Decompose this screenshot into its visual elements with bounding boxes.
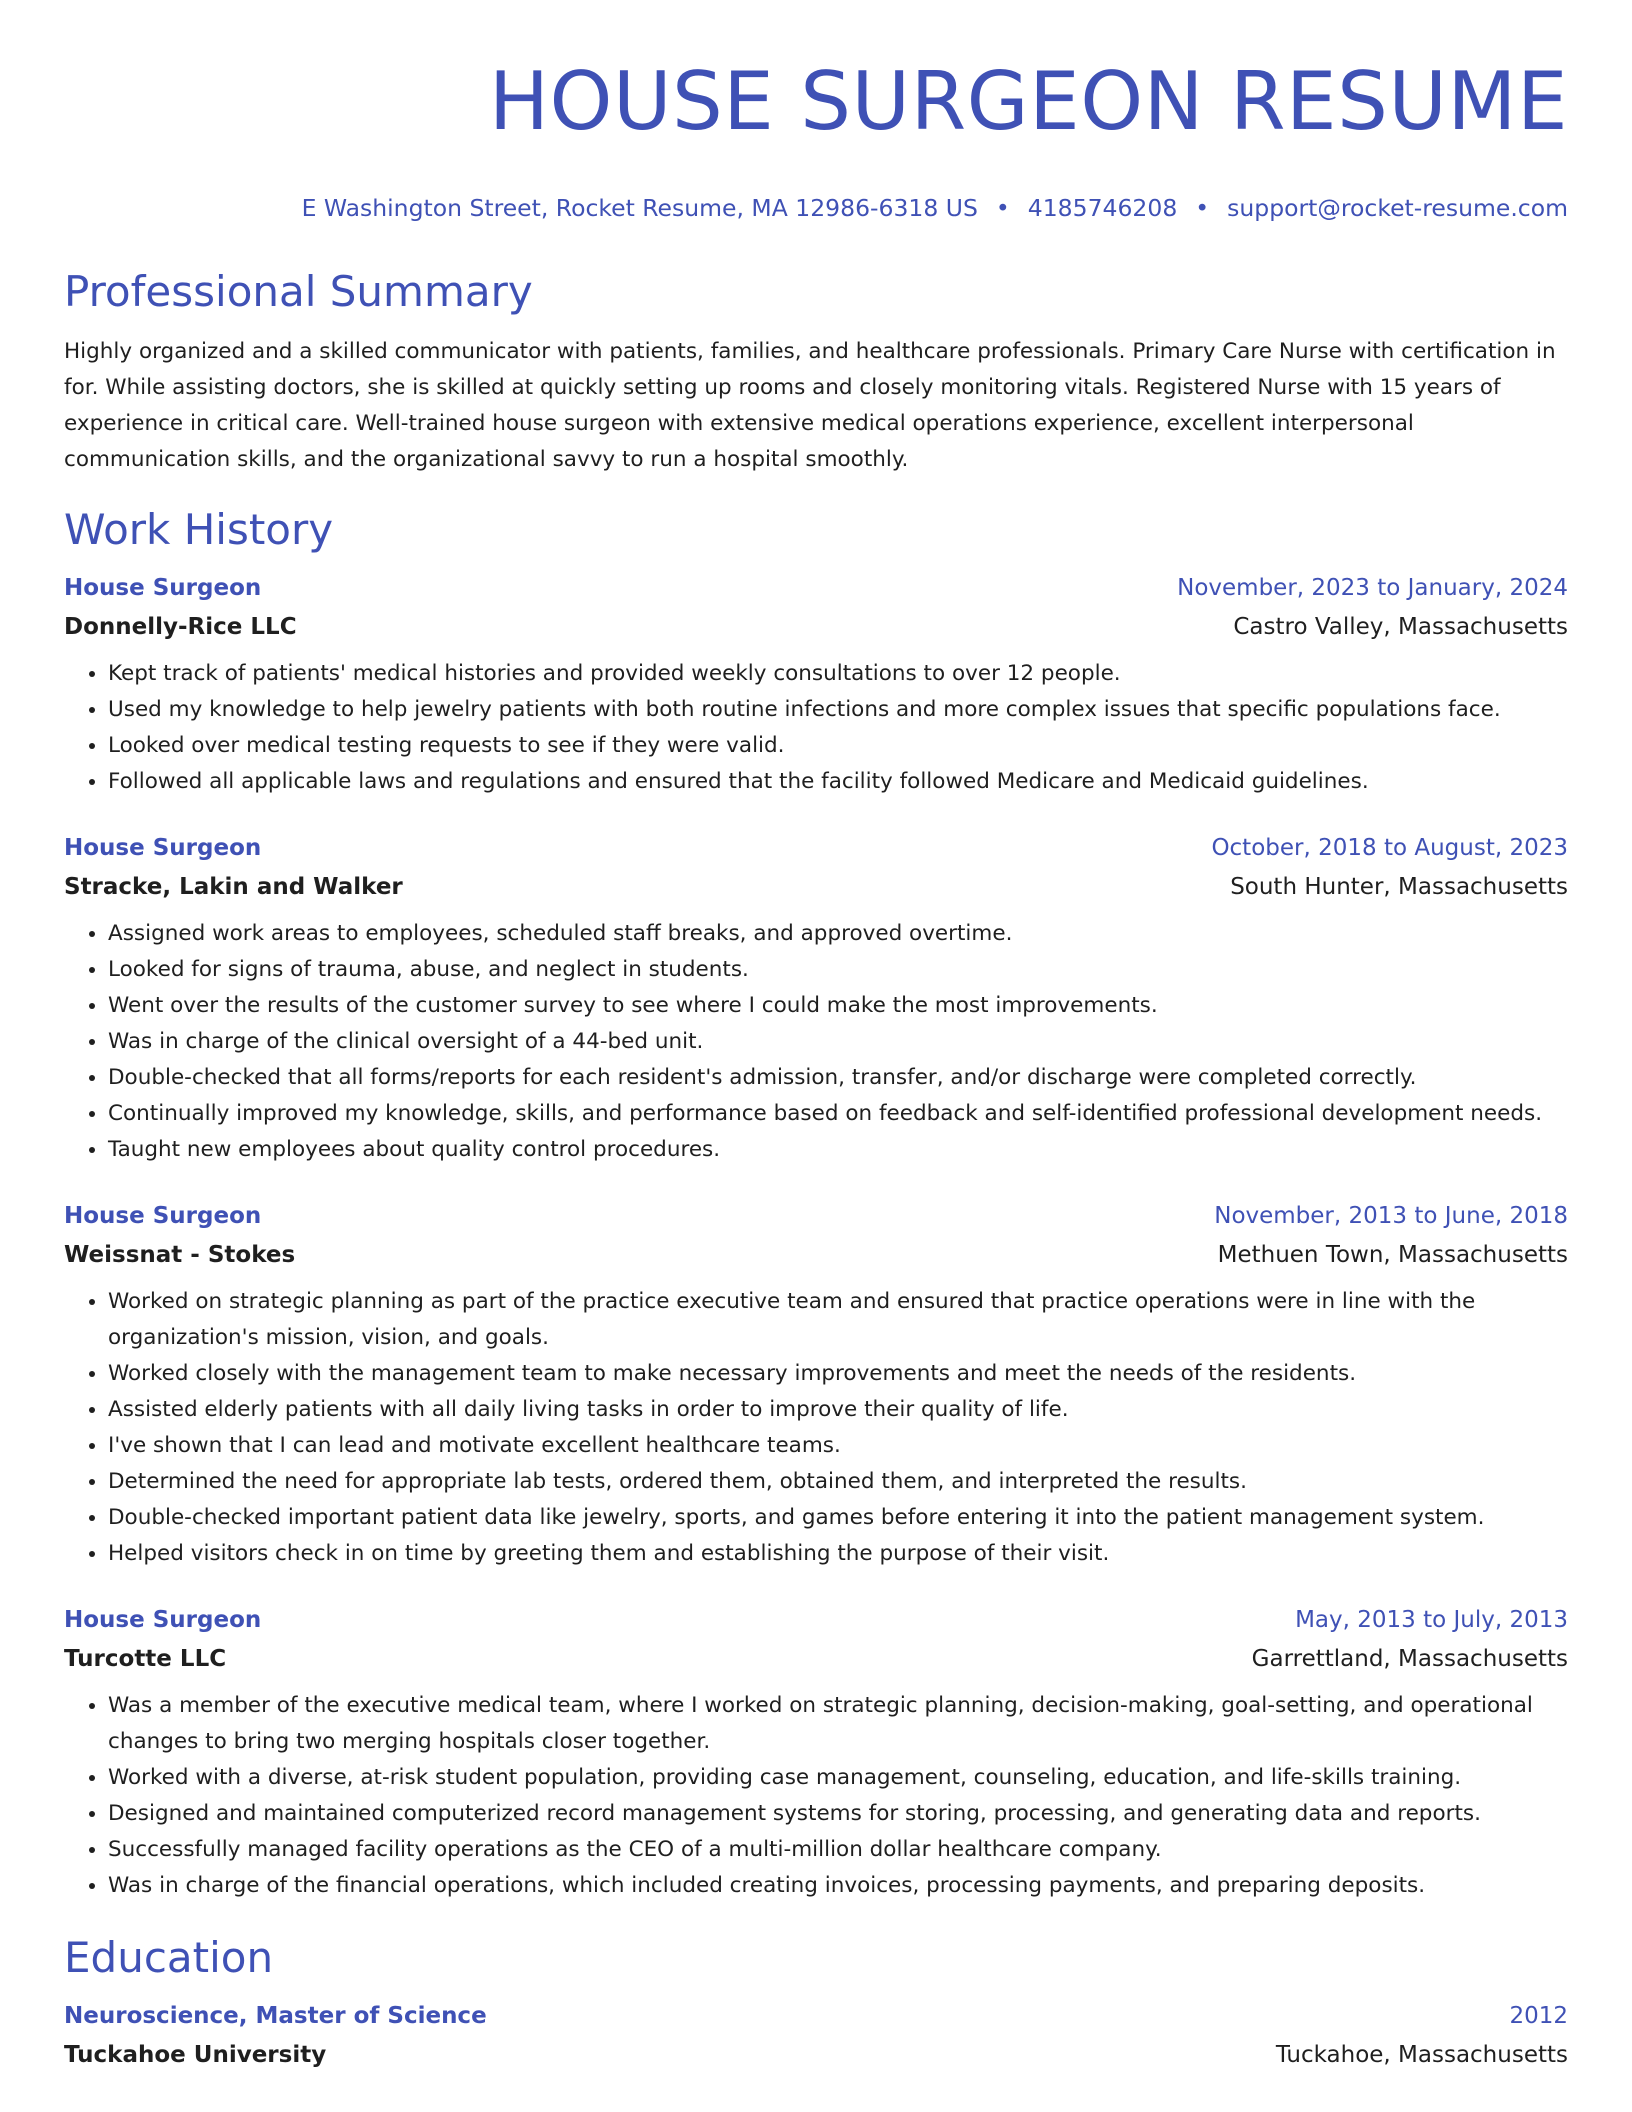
job-entry [64, 568, 1568, 800]
job-title-row [64, 1600, 1568, 1640]
job-bullet: • Taught new employees about quality control procedures. [108, 1132, 1568, 1168]
contact-separator: • [1195, 194, 1210, 222]
job-bullet: • Successfully managed facility operations as the CEO of a multi-million dollar healthcare company. [108, 1832, 1568, 1868]
job-company: Turcotte LLC [64, 1646, 227, 1672]
job-bullet: • Designed and maintained computerized record management systems for storing, processing, and generating data and reports. [108, 1796, 1568, 1832]
job-bullet: • Went over the results of the customer survey to see where I could make the most improvements. [108, 988, 1568, 1024]
summary-heading: Professional Summary [64, 267, 533, 316]
education-school: Tuckahoe University [64, 2042, 327, 2068]
education-year: 2012 [1509, 2003, 1568, 2029]
contact-address: E Washington Street, Rocket Resume, MA 12986-6318 US [301, 194, 978, 222]
job-title-row [64, 568, 1568, 608]
education-degree-row [64, 1996, 1568, 2036]
job-entry [64, 828, 1568, 1168]
job-bullet-list [64, 656, 1568, 800]
job-bullet: • Double-checked that all forms/reports for each resident's admission, transfer, and/or discharge were completed correctly. [108, 1060, 1568, 1096]
job-bullet: • Assisted elderly patients with all daily living tasks in order to improve their quality of life. [108, 1392, 1568, 1428]
job-bullet: • Followed all applicable laws and regulations and ensured that the facility followed Medicare and Medicaid guidelines. [108, 764, 1568, 800]
job-company: Weissnat - Stokes [64, 1242, 296, 1268]
job-bullet-list [64, 1284, 1568, 1572]
work-history-list [64, 568, 1568, 1904]
job-title-row [64, 828, 1568, 868]
job-location: Castro Valley, Massachusetts [1233, 614, 1568, 640]
job-title: House Surgeon [64, 1607, 262, 1633]
job-bullet: • Assigned work areas to employees, scheduled staff breaks, and approved overtime. [108, 916, 1568, 952]
job-company-row [64, 1236, 1568, 1274]
job-bullet: • Was in charge of the clinical oversight of a 44-bed unit. [108, 1024, 1568, 1060]
education-entry [64, 1996, 1568, 2074]
job-bullet: • Was a member of the executive medical team, where I worked on strategic planning, decision-making, goal-setting, and operational changes to bring two merging hospitals closer together. [108, 1688, 1568, 1760]
job-bullet: • I've shown that I can lead and motivate excellent healthcare teams. [108, 1428, 1568, 1464]
job-entry [64, 1600, 1568, 1904]
job-dates: May, 2013 to July, 2013 [1295, 1607, 1568, 1633]
job-title-row [64, 1196, 1568, 1236]
job-bullet: • Looked for signs of trauma, abuse, and neglect in students. [108, 952, 1568, 988]
resume-title: HOUSE SURGEON RESUME [488, 55, 1568, 148]
contact-phone: 4185746208 [1027, 194, 1178, 222]
job-company-row [64, 868, 1568, 906]
job-bullet: • Continually improved my knowledge, skills, and performance based on feedback and self-identified professional development needs. [108, 1096, 1568, 1132]
education-list [64, 1996, 1568, 2074]
education-location: Tuckahoe, Massachusetts [1275, 2042, 1568, 2068]
job-company: Stracke, Lakin and Walker [64, 874, 403, 900]
job-location: South Hunter, Massachusetts [1230, 874, 1568, 900]
job-location: Methuen Town, Massachusetts [1217, 1242, 1568, 1268]
job-bullet-list [64, 916, 1568, 1168]
job-bullet: • Used my knowledge to help jewelry patients with both routine infections and more complex issues that specific populations face. [108, 692, 1568, 728]
job-dates: October, 2018 to August, 2023 [1211, 835, 1568, 861]
job-bullet: • Kept track of patients' medical histories and provided weekly consultations to over 12 people. [108, 656, 1568, 692]
job-bullet: • Worked closely with the management team to make necessary improvements and meet the needs of the residents. [108, 1356, 1568, 1392]
job-company-row [64, 608, 1568, 646]
job-company: Donnelly-Rice LLC [64, 614, 297, 640]
education-school-row [64, 2036, 1568, 2074]
job-bullet: • Determined the need for appropriate lab tests, ordered them, obtained them, and interpreted the results. [108, 1464, 1568, 1500]
contact-separator: • [995, 194, 1010, 222]
job-dates: November, 2013 to June, 2018 [1214, 1203, 1568, 1229]
job-title: House Surgeon [64, 1203, 262, 1229]
resume-page [64, 0, 1568, 2074]
job-bullet-list [64, 1688, 1568, 1904]
job-bullet: • Helped visitors check in on time by greeting them and establishing the purpose of their visit. [108, 1536, 1568, 1572]
job-title: House Surgeon [64, 835, 262, 861]
job-bullet: • Worked with a diverse, at-risk student population, providing case management, counseling, education, and life-skills training. [108, 1760, 1568, 1796]
contact-line [64, 192, 1568, 224]
job-location: Garrettland, Massachusetts [1251, 1646, 1568, 1672]
job-bullet: • Double-checked important patient data like jewelry, sports, and games before entering it into the patient management system. [108, 1500, 1568, 1536]
job-dates: November, 2023 to January, 2024 [1177, 575, 1568, 601]
education-degree: Neuroscience, Master of Science [64, 2003, 487, 2029]
job-entry [64, 1196, 1568, 1572]
contact-email: support@rocket-resume.com [1227, 194, 1568, 222]
education-heading: Education [64, 1933, 274, 1982]
job-bullet: • Looked over medical testing requests to see if they were valid. [108, 728, 1568, 764]
job-title: House Surgeon [64, 575, 262, 601]
job-bullet: • Was in charge of the financial operations, which included creating invoices, processing payments, and preparing deposits. [108, 1868, 1568, 1904]
job-bullet: • Worked on strategic planning as part of the practice executive team and ensured that practice operations were in line with the organization's mission, vision, and goals. [108, 1284, 1568, 1356]
job-company-row [64, 1640, 1568, 1678]
summary-text: Highly organized and a skilled communicator with patients, families, and healthcare professionals. Primary Care Nurse with certification in for. While assisting doctors, she is skilled at quickly setting up rooms and closely monitoring vitals. Registered Nurse with 15 years of experience in critical care. Well-trained house surgeon with extensive medical operations experience, excellent interpersonal communication skills, and the organizational savvy to run a hospital smoothly. [64, 339, 1556, 472]
work-history-heading: Work History [64, 505, 334, 554]
